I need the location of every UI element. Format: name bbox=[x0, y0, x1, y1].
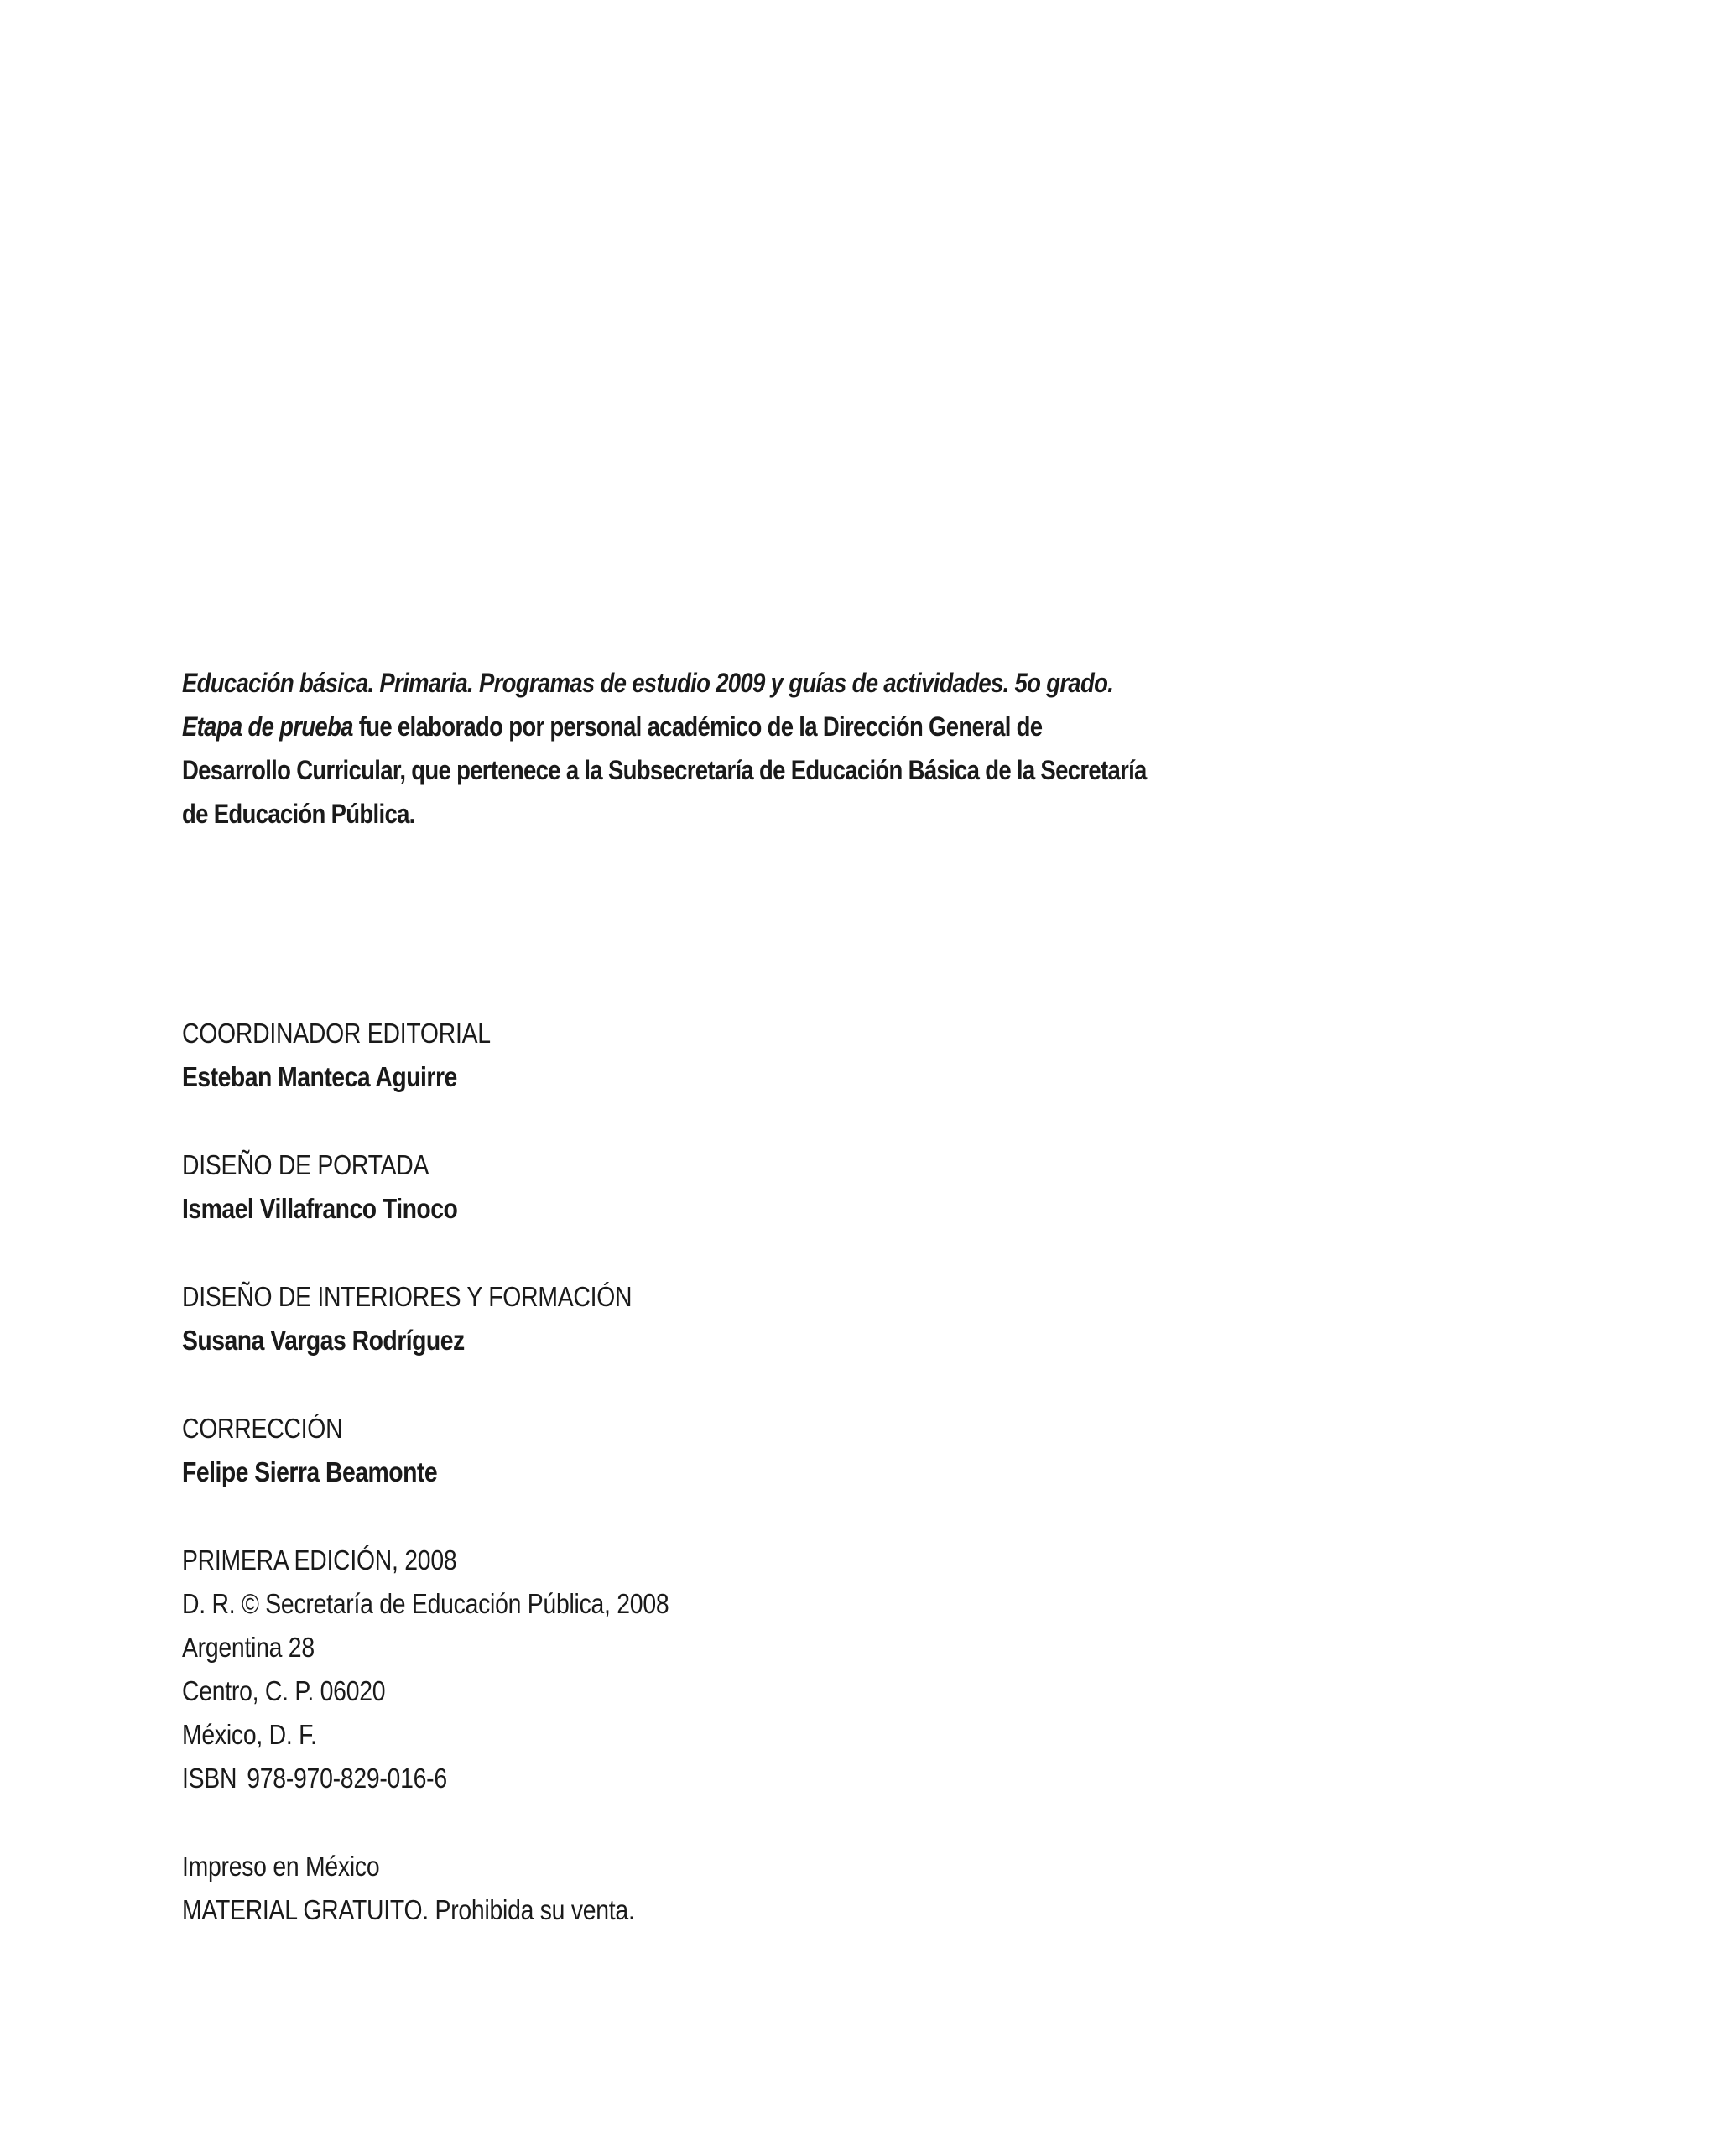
credit-proofreading bbox=[182, 1407, 903, 1494]
edition-info bbox=[182, 1539, 903, 1800]
publication-title: Educación básica. Primaria. Programas de estudio 2009 y guías de actividades. 5o grado. Etapa de prueba bbox=[182, 668, 1114, 742]
credit-role: COORDINADOR EDITORIAL bbox=[182, 1018, 491, 1049]
credit-role: DISEÑO DE PORTADA bbox=[182, 1149, 430, 1180]
credit-person: Ismael Villafranco Tinoco bbox=[182, 1193, 458, 1224]
address-zone: Centro, C. P. 06020 bbox=[182, 1675, 386, 1706]
publication-statement-body: fue elaborado por personal académico de la Dirección General de Desarrollo Curricular, que pertenece a la Subsecretaría de Educación Básica de la Secretaría de Educación Pública. bbox=[182, 711, 1147, 829]
credit-role: DISEÑO DE INTERIORES Y FORMACIÓN bbox=[182, 1281, 633, 1312]
printed-in: Impreso en México bbox=[182, 1851, 380, 1882]
credit-person: Felipe Sierra Beamonte bbox=[182, 1456, 438, 1487]
isbn-code: 978-970-829-016-6 bbox=[247, 1763, 447, 1794]
publication-statement bbox=[182, 661, 1148, 836]
isbn-line bbox=[182, 1757, 903, 1800]
credit-person: Susana Vargas Rodríguez bbox=[182, 1325, 465, 1356]
footer-notice bbox=[182, 1845, 903, 1932]
credits-section bbox=[182, 1012, 903, 1976]
address-city: México, D. F. bbox=[182, 1719, 317, 1750]
address-street: Argentina 28 bbox=[182, 1632, 315, 1663]
free-material-notice: MATERIAL GRATUITO. Prohibida su venta. bbox=[182, 1894, 635, 1925]
credit-interior-design bbox=[182, 1275, 903, 1362]
copyright-line: D. R. © Secretaría de Educación Pública, 2008 bbox=[182, 1588, 669, 1619]
credit-editorial-coordinator bbox=[182, 1012, 903, 1099]
credit-cover-design bbox=[182, 1143, 903, 1231]
isbn-label: ISBN bbox=[182, 1763, 237, 1794]
first-edition: PRIMERA EDICIÓN, 2008 bbox=[182, 1544, 457, 1575]
credit-person: Esteban Manteca Aguirre bbox=[182, 1061, 457, 1092]
credit-role: CORRECCIÓN bbox=[182, 1413, 343, 1444]
